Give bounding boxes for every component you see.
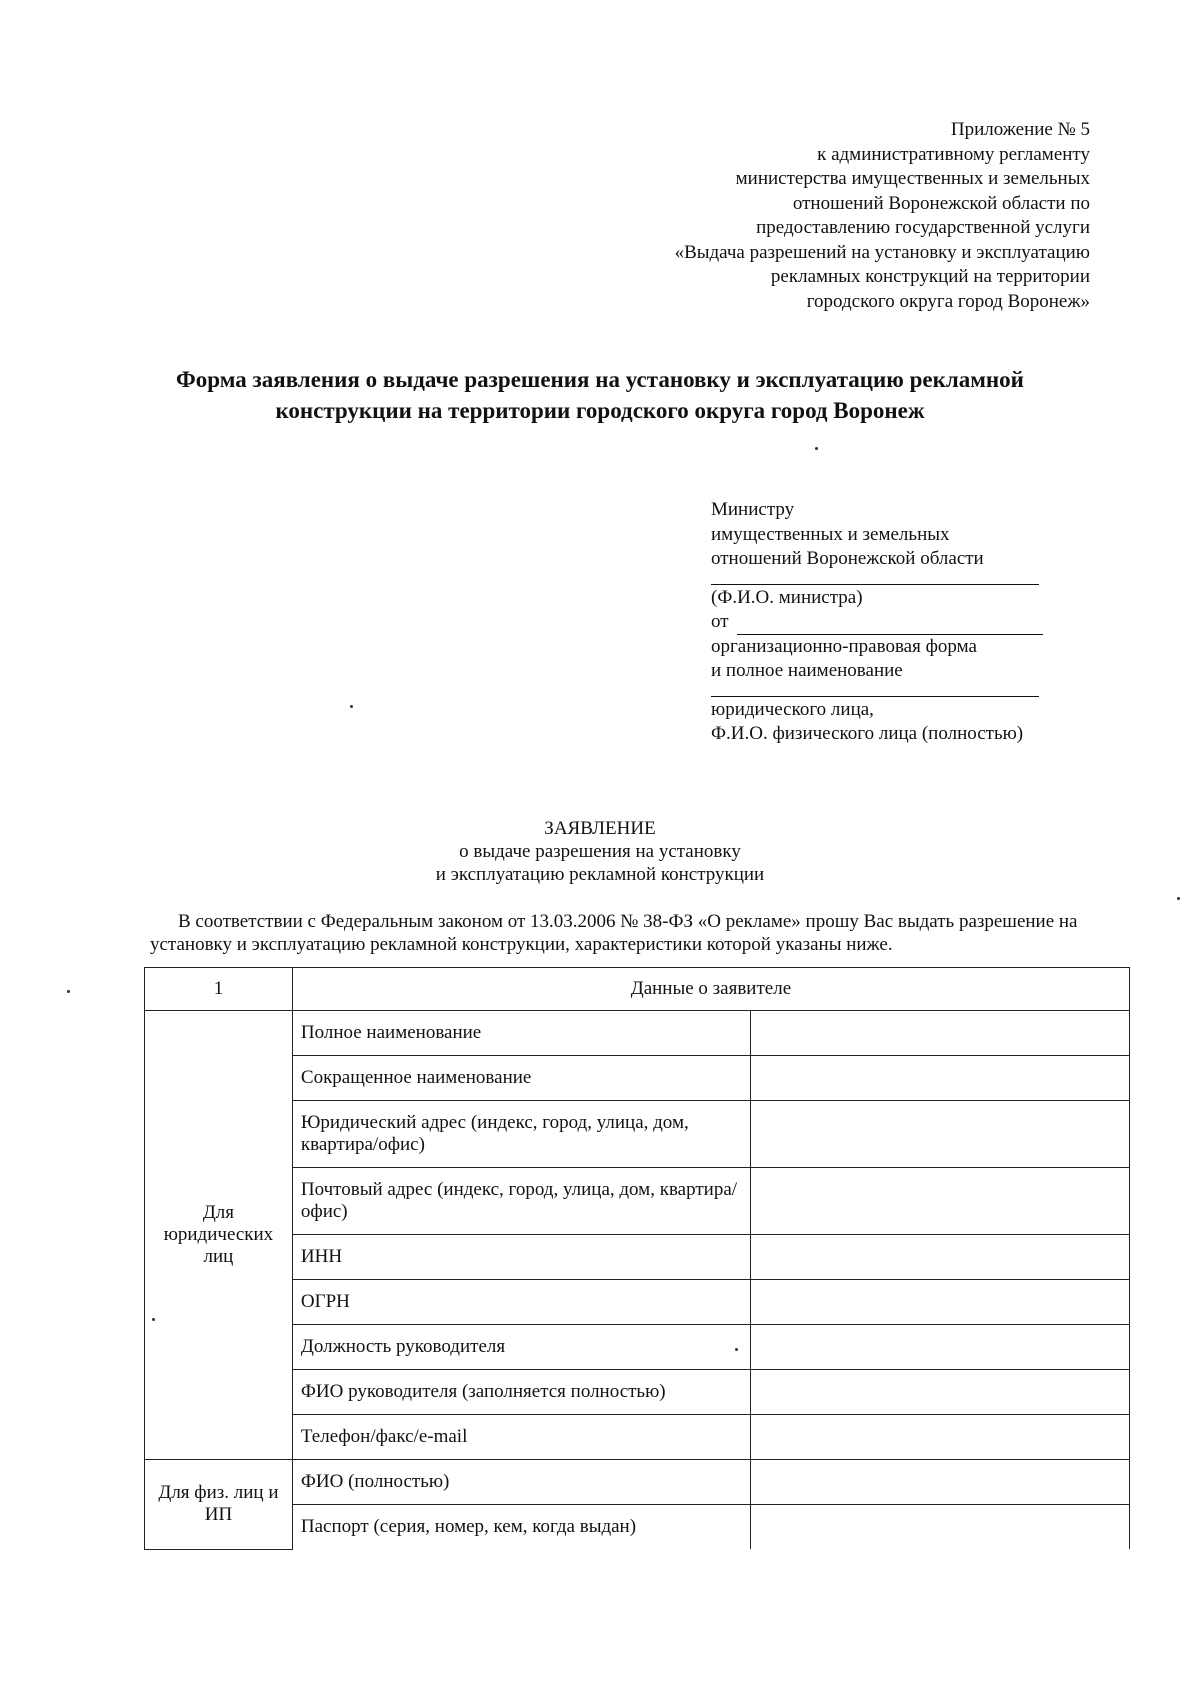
- individual-group-label: Для физ. лиц и ИП: [145, 1460, 293, 1550]
- row-label: ОГРН: [292, 1280, 750, 1325]
- short-name-value-cell[interactable]: [750, 1056, 1129, 1101]
- table-row: [145, 1056, 1130, 1101]
- statement-subtitle: и эксплуатацию рекламной конструкции: [435, 864, 765, 885]
- intro-text: В соответствии с Федеральным законом от 13.03.2006 № 38-ФЗ «О рекламе» прошу Вас выдать разрешение на установку и эксплуатацию рекламной конструкции, характеристики которой указаны ниже.: [150, 911, 1078, 955]
- statement-subtitle: о выдаче разрешения на установку: [459, 841, 741, 862]
- scan-speck: [152, 1318, 155, 1321]
- addressee-line: имущественных и земельных: [711, 523, 950, 545]
- table-row: [145, 1101, 1130, 1168]
- minister-name-field[interactable]: [711, 572, 1039, 585]
- row-label: Телефон/факс/e-mail: [292, 1415, 750, 1460]
- table-row: [145, 1325, 1130, 1370]
- row-label: Юридический адрес (индекс, город, улица, дом, квартира/офис): [292, 1101, 750, 1168]
- postal-address-value-cell[interactable]: [750, 1168, 1129, 1235]
- passport-value-cell[interactable]: [750, 1505, 1129, 1550]
- annex-line: городского округа город Воронеж»: [806, 290, 1090, 312]
- form-title: [120, 364, 1080, 426]
- annex-line: министерства имущественных и земельных: [735, 168, 1090, 189]
- from-row: [711, 610, 1051, 635]
- addressee-line: Министру: [711, 499, 795, 520]
- row-label: ФИО руководителя (заполняется полностью): [292, 1370, 750, 1415]
- annex-block: [570, 118, 1090, 314]
- director-name-value-cell[interactable]: [750, 1370, 1129, 1415]
- table-row: [145, 1280, 1130, 1325]
- annex-line: рекламных конструкций на территории: [770, 266, 1090, 287]
- table-row: [145, 1370, 1130, 1415]
- form-title-line: Форма заявления о выдаче разрешения на установку и эксплуатацию рекламной: [176, 367, 1024, 392]
- individual-name-value-cell[interactable]: [750, 1460, 1129, 1505]
- applicant-data-table: [144, 967, 1130, 1550]
- row-label: Почтовый адрес (индекс, город, улица, дом, квартира/офис): [292, 1168, 750, 1235]
- scan-speck: [67, 990, 70, 993]
- row-label: ФИО (полностью): [292, 1460, 750, 1505]
- scan-speck: [815, 447, 818, 450]
- statement-heading: [0, 817, 1200, 886]
- org-caption-line: организационно-правовая форма: [711, 635, 977, 657]
- annex-line: «Выдача разрешений на установку и эксплуатацию: [674, 241, 1090, 263]
- legal-entity-group-label: Для юридических лиц: [145, 1011, 293, 1460]
- applicant-name-field[interactable]: [737, 616, 1043, 635]
- table-header-row: [145, 968, 1130, 1011]
- contacts-value-cell[interactable]: [750, 1415, 1129, 1460]
- annex-line: к административному регламенту: [817, 143, 1090, 165]
- row-label: Паспорт (серия, номер, кем, когда выдан): [292, 1505, 750, 1550]
- section-number: 1: [145, 968, 293, 1011]
- ogrn-value-cell[interactable]: [750, 1280, 1129, 1325]
- addressee-line: отношений Воронежской области: [711, 548, 984, 569]
- row-label: Должность руководителя: [292, 1325, 750, 1370]
- person-caption: Ф.И.О. физического лица (полностью): [711, 723, 1024, 744]
- row-label: ИНН: [292, 1235, 750, 1280]
- table-row: [145, 1460, 1130, 1505]
- scan-speck: [350, 705, 353, 708]
- annex-line: предоставлению государственной услуги: [756, 217, 1090, 238]
- table-row: [145, 1505, 1130, 1550]
- legal-entity-caption: юридического лица,: [711, 698, 874, 720]
- table-row: [145, 1415, 1130, 1460]
- table-row: [145, 1011, 1130, 1056]
- intro-paragraph: [150, 910, 1130, 956]
- table-row: [145, 1168, 1130, 1235]
- scan-speck: [735, 1348, 738, 1351]
- minister-caption: (Ф.И.О. министра): [711, 586, 863, 608]
- inn-value-cell[interactable]: [750, 1235, 1129, 1280]
- form-title-line: конструкции на территории городского округа город Воронеж: [275, 398, 925, 423]
- section-title: Данные о заявителе: [292, 968, 1129, 1011]
- row-label: Сокращенное наименование: [292, 1056, 750, 1101]
- addressee-block: [711, 498, 1051, 747]
- table-row: [145, 1235, 1130, 1280]
- applicant-name-field-2[interactable]: [711, 684, 1039, 697]
- scan-speck: [1177, 897, 1180, 900]
- full-name-value-cell[interactable]: [750, 1011, 1129, 1056]
- from-label: от: [711, 611, 729, 632]
- row-label: Полное наименование: [292, 1011, 750, 1056]
- annex-line: отношений Воронежской области по: [792, 192, 1090, 214]
- director-position-value-cell[interactable]: [750, 1325, 1129, 1370]
- statement-title: ЗАЯВЛЕНИЕ: [544, 818, 656, 839]
- annex-line: Приложение № 5: [950, 119, 1090, 140]
- org-caption-line: и полное наименование: [711, 660, 903, 681]
- legal-address-value-cell[interactable]: [750, 1101, 1129, 1168]
